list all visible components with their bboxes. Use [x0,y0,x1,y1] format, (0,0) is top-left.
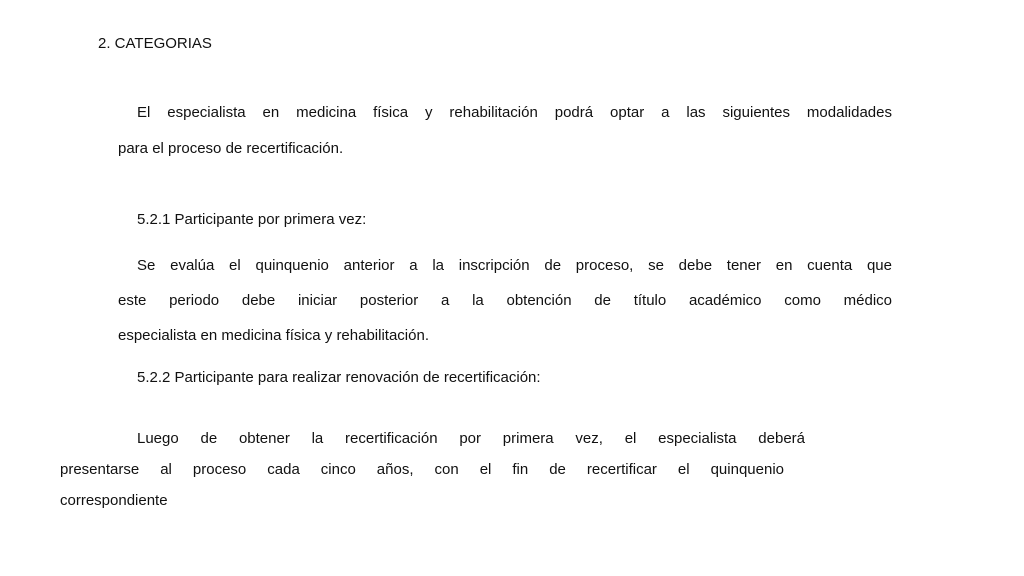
subsection-522-line-2: presentarse al proceso cada cinco años, con el fin de recertificar el quinquenio [60,461,784,478]
subsection-521-line-2: este periodo debe iniciar posterior a la obtención de título académico como médico [118,292,892,309]
intro-paragraph-line-2: para el proceso de recertificación. [118,140,344,157]
subsection-521-line-1: Se evalúa el quinquenio anterior a la inscripción de proceso, se debe tener en cuenta que [137,257,892,274]
subsection-522-title: 5.2.2 Participante para realizar renovación de recertificación: [137,369,541,386]
intro-paragraph-line-1: El especialista en medicina física y rehabilitación podrá optar a las siguientes modalidades [137,104,892,121]
subsection-521-title: 5.2.1 Participante por primera vez: [137,211,367,228]
section-heading: 2. CATEGORIAS [98,35,212,52]
subsection-522-line-3: correspondiente [60,492,168,509]
subsection-521-line-3: especialista en medicina física y rehabilitación. [118,327,429,344]
subsection-522-line-1: Luego de obtener la recertificación por primera vez, el especialista deberá [137,430,805,447]
